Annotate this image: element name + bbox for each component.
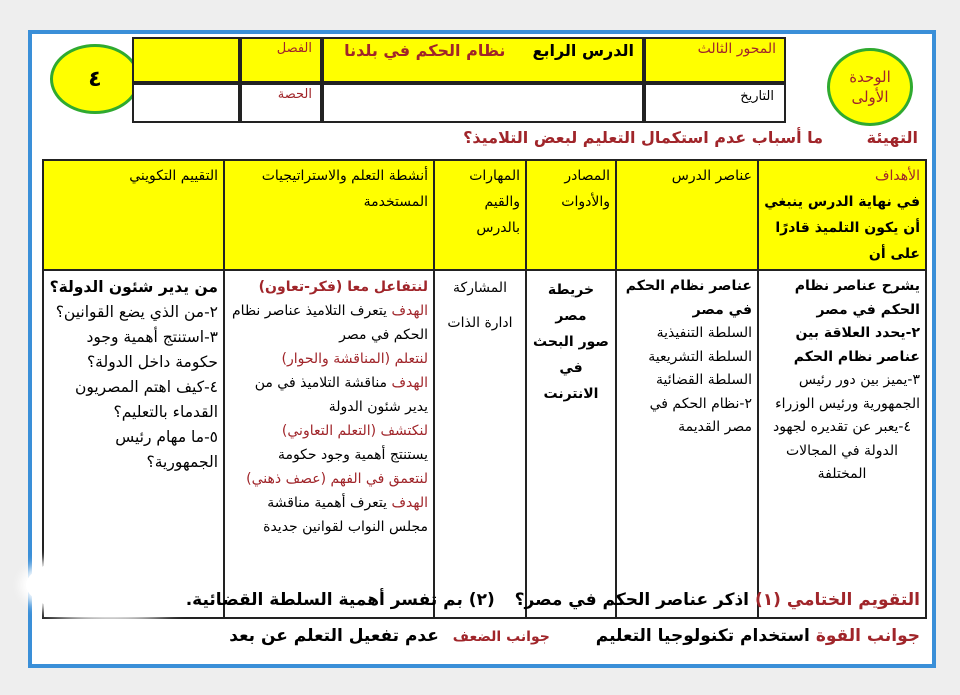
lesson-title: نظام الحكم في بلدنا	[344, 41, 506, 60]
warmup-label: التهيئة	[866, 128, 918, 147]
elements-header	[616, 160, 758, 270]
activity-step-title: لنتعلم (المناقشة والحوار)	[281, 351, 428, 367]
objective-item: ٣-يميز بين دور رئيس الجمهورية ورئيس الوزراء	[775, 372, 920, 412]
lesson-number-badge	[50, 44, 140, 114]
activity-step-title: لنكتشف (التعلم التعاوني)	[281, 423, 428, 439]
final-q1: اذكر عناصر الحكم في مصر؟	[514, 590, 750, 610]
final-q2-number: (٢)	[468, 590, 495, 610]
elements-title: عناصر الدرس	[671, 168, 752, 184]
skills-header	[434, 160, 526, 270]
activities-header	[224, 160, 434, 270]
activity-step-title: لنتفاعل معا (فكر-تعاون)	[258, 279, 428, 295]
activity-goal-label: الهدف	[391, 375, 428, 391]
final-q1-number: (١)	[754, 590, 781, 610]
activity-goal-label: الهدف	[391, 495, 428, 511]
final-q2: بم تفسر أهمية السلطة القضائية.	[185, 590, 463, 610]
activity-goal: يتعرف التلاميذ عناصر نظام الحكم في مصر	[232, 303, 428, 343]
assessment-item: ٤-كيف اهتم المصريون القدماء بالتعليم؟	[74, 378, 218, 421]
lesson-number: ٤	[88, 66, 102, 92]
assessment-item: ٣-استنتج أهمية وجود حكومة داخل الدولة؟	[86, 328, 218, 371]
activities-title: أنشطة التعلم والاستراتيجيات المستخدمة	[261, 168, 428, 210]
activity-goal-label: الهدف	[391, 303, 428, 319]
activity-text: يستنتج أهمية وجود حكومة	[277, 447, 428, 463]
objective-item: يشرح عناصر نظام الحكم في مصر	[794, 278, 920, 318]
skill-item: المشاركة	[453, 280, 507, 296]
weaknesses-label: جوانب الضعف	[452, 629, 550, 645]
skills-cell	[434, 270, 526, 618]
evaluation-row	[40, 626, 920, 646]
date-cell	[644, 83, 786, 123]
assessment-title: التقييم التكويني	[129, 168, 218, 184]
sources-title: المصادر والأدوات	[561, 168, 610, 210]
final-assessment-label: التقويم الختامي	[786, 590, 920, 610]
element-item: ٢-نظام الحكم في مصر القديمة	[649, 395, 752, 435]
lesson-plan-table	[42, 159, 927, 619]
sources-cell	[526, 270, 616, 618]
objective-item: ٢-يحدد العلاقة بين عناصر نظام الحكم	[793, 325, 920, 365]
activities-cell	[224, 270, 434, 618]
objectives-subtitle: في نهاية الدرس ينبغي أن يكون التلميذ قادرًا على أن	[764, 194, 920, 262]
date-label: التاريخ	[740, 89, 774, 104]
strengths-text: استخدام تكنولوجيا التعليم	[595, 626, 810, 646]
axis-label: المحور الثالث	[697, 41, 776, 57]
sources-header	[526, 160, 616, 270]
lesson-plan-frame	[28, 30, 936, 668]
element-item: السلطة القضائية	[656, 372, 752, 388]
lesson-label: الدرس الرابع	[532, 41, 634, 60]
class-value-cell	[132, 37, 240, 83]
skills-title: المهارات والقيم بالدرس	[469, 168, 520, 236]
activity-goal: يتعرف أهمية مناقشة مجلس النواب لقوانين جديدة	[263, 495, 428, 535]
activity-step-title: لنتعمق في الفهم (عصف ذهني)	[246, 471, 428, 487]
objectives-header	[758, 160, 926, 270]
objectives-cell	[758, 270, 926, 618]
activity-goal: مناقشة التلاميذ في من يدير شئون الدولة	[254, 375, 428, 415]
strengths-label: جوانب القوة	[815, 626, 920, 646]
objectives-title: الأهداف	[874, 168, 920, 184]
source-item: خريطة مصر	[547, 282, 595, 324]
element-item: السلطة التشريعية	[648, 348, 752, 365]
weaknesses-text: عدم تفعيل التعلم عن بعد	[229, 626, 439, 646]
skill-item: ادارة الذات	[447, 315, 513, 331]
assessment-item: من يدير شئون الدولة؟	[49, 278, 218, 296]
assessment-header	[43, 160, 224, 270]
assessment-item: ٢-من الذي يضع القوانين؟	[55, 303, 218, 321]
elements-cell	[616, 270, 758, 618]
date-value-cell	[322, 83, 644, 123]
period-label: الحصة	[277, 87, 312, 102]
warmup-row	[58, 128, 918, 154]
source-item: صور البحث في الانترنت	[533, 334, 609, 402]
table-header-row	[43, 160, 926, 270]
element-item: السلطة التنفيذية	[656, 325, 752, 341]
period-value-cell	[132, 83, 240, 123]
objective-item: ٤-يعبر عن تقديره لجهود الدولة في المجالات المختلفة	[772, 419, 912, 482]
period-cell	[240, 83, 322, 123]
class-label: الفصل	[276, 41, 312, 56]
lesson-title-cell	[322, 37, 644, 83]
assessment-item: ٥-ما مهام رئيس الجمهورية؟	[115, 428, 218, 471]
unit-badge	[827, 48, 913, 126]
element-item: عناصر نظام الحكم في مصر	[625, 278, 752, 318]
class-cell	[240, 37, 322, 83]
unit-title: الوحدة الأولى	[849, 68, 891, 106]
axis-cell	[644, 37, 786, 83]
final-assessment-row	[40, 590, 920, 610]
warmup-question: ما أسباب عدم استكمال التعليم لبعض التلاميذ؟	[463, 128, 824, 147]
